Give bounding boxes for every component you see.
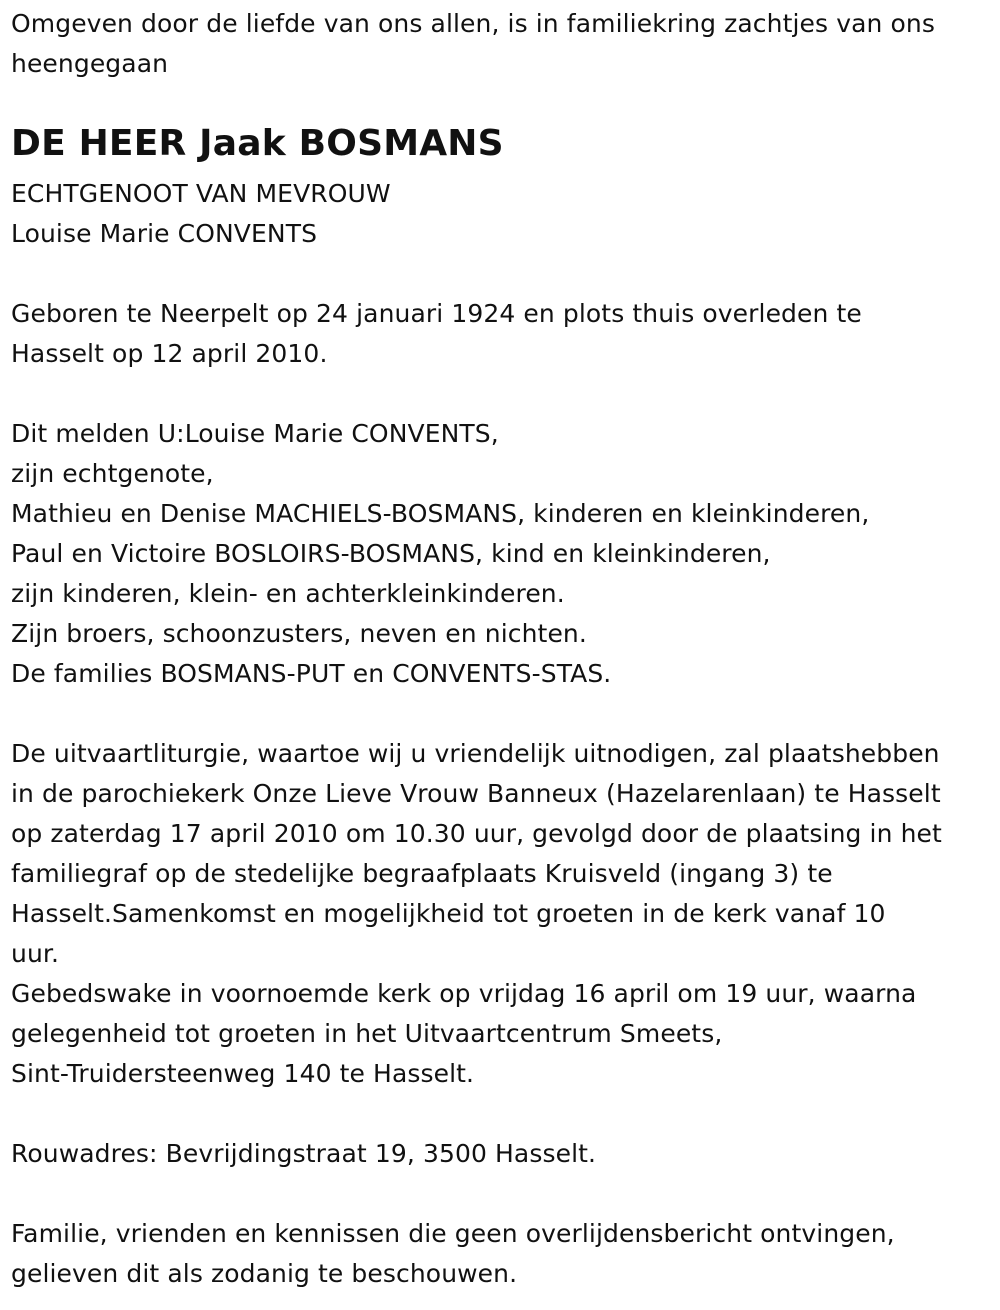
obituary-document — [11, 4, 996, 1294]
funeral-line: Gebedswake in voornoemde kerk op vrijdag 16 april om 19 uur, waarna — [11, 979, 917, 1008]
funeral-paragraph — [11, 734, 996, 1094]
funeral-line: familiegraf op de stedelijke begraafplaats Kruisveld (ingang 3) te — [11, 859, 833, 888]
spacer — [11, 374, 996, 414]
spouse-label: ECHTGENOOT VAN MEVROUW — [11, 179, 391, 208]
funeral-line: De uitvaartliturgie, waartoe wij u vriendelijk uitnodigen, zal plaatshebben — [11, 739, 940, 768]
spacer — [11, 694, 996, 734]
spacer — [11, 1094, 996, 1134]
birth-death-line: Hasselt op 12 april 2010. — [11, 339, 328, 368]
announcer-line: zijn kinderen, klein- en achterkleinkinderen. — [11, 579, 565, 608]
funeral-line: Hasselt.Samenkomst en mogelijkheid tot groeten in de kerk vanaf 10 — [11, 899, 886, 928]
mourning-address: Rouwadres: Bevrijdingstraat 19, 3500 Hasselt. — [11, 1139, 597, 1168]
birth-death-line: Geboren te Neerpelt op 24 januari 1924 en plots thuis overleden te — [11, 299, 862, 328]
spacer — [11, 254, 996, 294]
intro-line: heengegaan — [11, 49, 169, 78]
closing-paragraph — [11, 1214, 996, 1294]
funeral-line: uur. — [11, 939, 60, 968]
funeral-line: in de parochiekerk Onze Lieve Vrouw Banneux (Hazelarenlaan) te Hasselt — [11, 779, 941, 808]
intro-line: Omgeven door de liefde van ons allen, is in familiekring zachtjes van ons — [11, 9, 935, 38]
announcer-line: Mathieu en Denise MACHIELS-BOSMANS, kinderen en kleinkinderen, — [11, 499, 870, 528]
announcer-line: De families BOSMANS-PUT en CONVENTS-STAS. — [11, 659, 612, 688]
closing-line: gelieven dit als zodanig te beschouwen. — [11, 1259, 518, 1288]
announcer-line: Dit melden U:Louise Marie CONVENTS, — [11, 419, 499, 448]
birth-death-paragraph — [11, 294, 996, 374]
funeral-line: gelegenheid tot groeten in het Uitvaartcentrum Smeets, — [11, 1019, 723, 1048]
funeral-line: op zaterdag 17 april 2010 om 10.30 uur, gevolgd door de plaatsing in het — [11, 819, 942, 848]
announcer-line: zijn echtgenote, — [11, 459, 214, 488]
announcer-line: Zijn broers, schoonzusters, neven en nichten. — [11, 619, 587, 648]
funeral-line: Sint-Truidersteenweg 140 te Hasselt. — [11, 1059, 475, 1088]
deceased-name: DE HEER Jaak BOSMANS — [11, 123, 504, 164]
closing-line: Familie, vrienden en kennissen die geen overlijdensbericht ontvingen, — [11, 1219, 895, 1248]
spacer — [11, 1174, 996, 1214]
announcers-paragraph — [11, 414, 996, 694]
intro-paragraph — [11, 4, 996, 84]
spouse-name: Louise Marie CONVENTS — [11, 219, 318, 248]
announcer-line: Paul en Victoire BOSLOIRS-BOSMANS, kind en kleinkinderen, — [11, 539, 771, 568]
spouse-block — [11, 174, 996, 254]
